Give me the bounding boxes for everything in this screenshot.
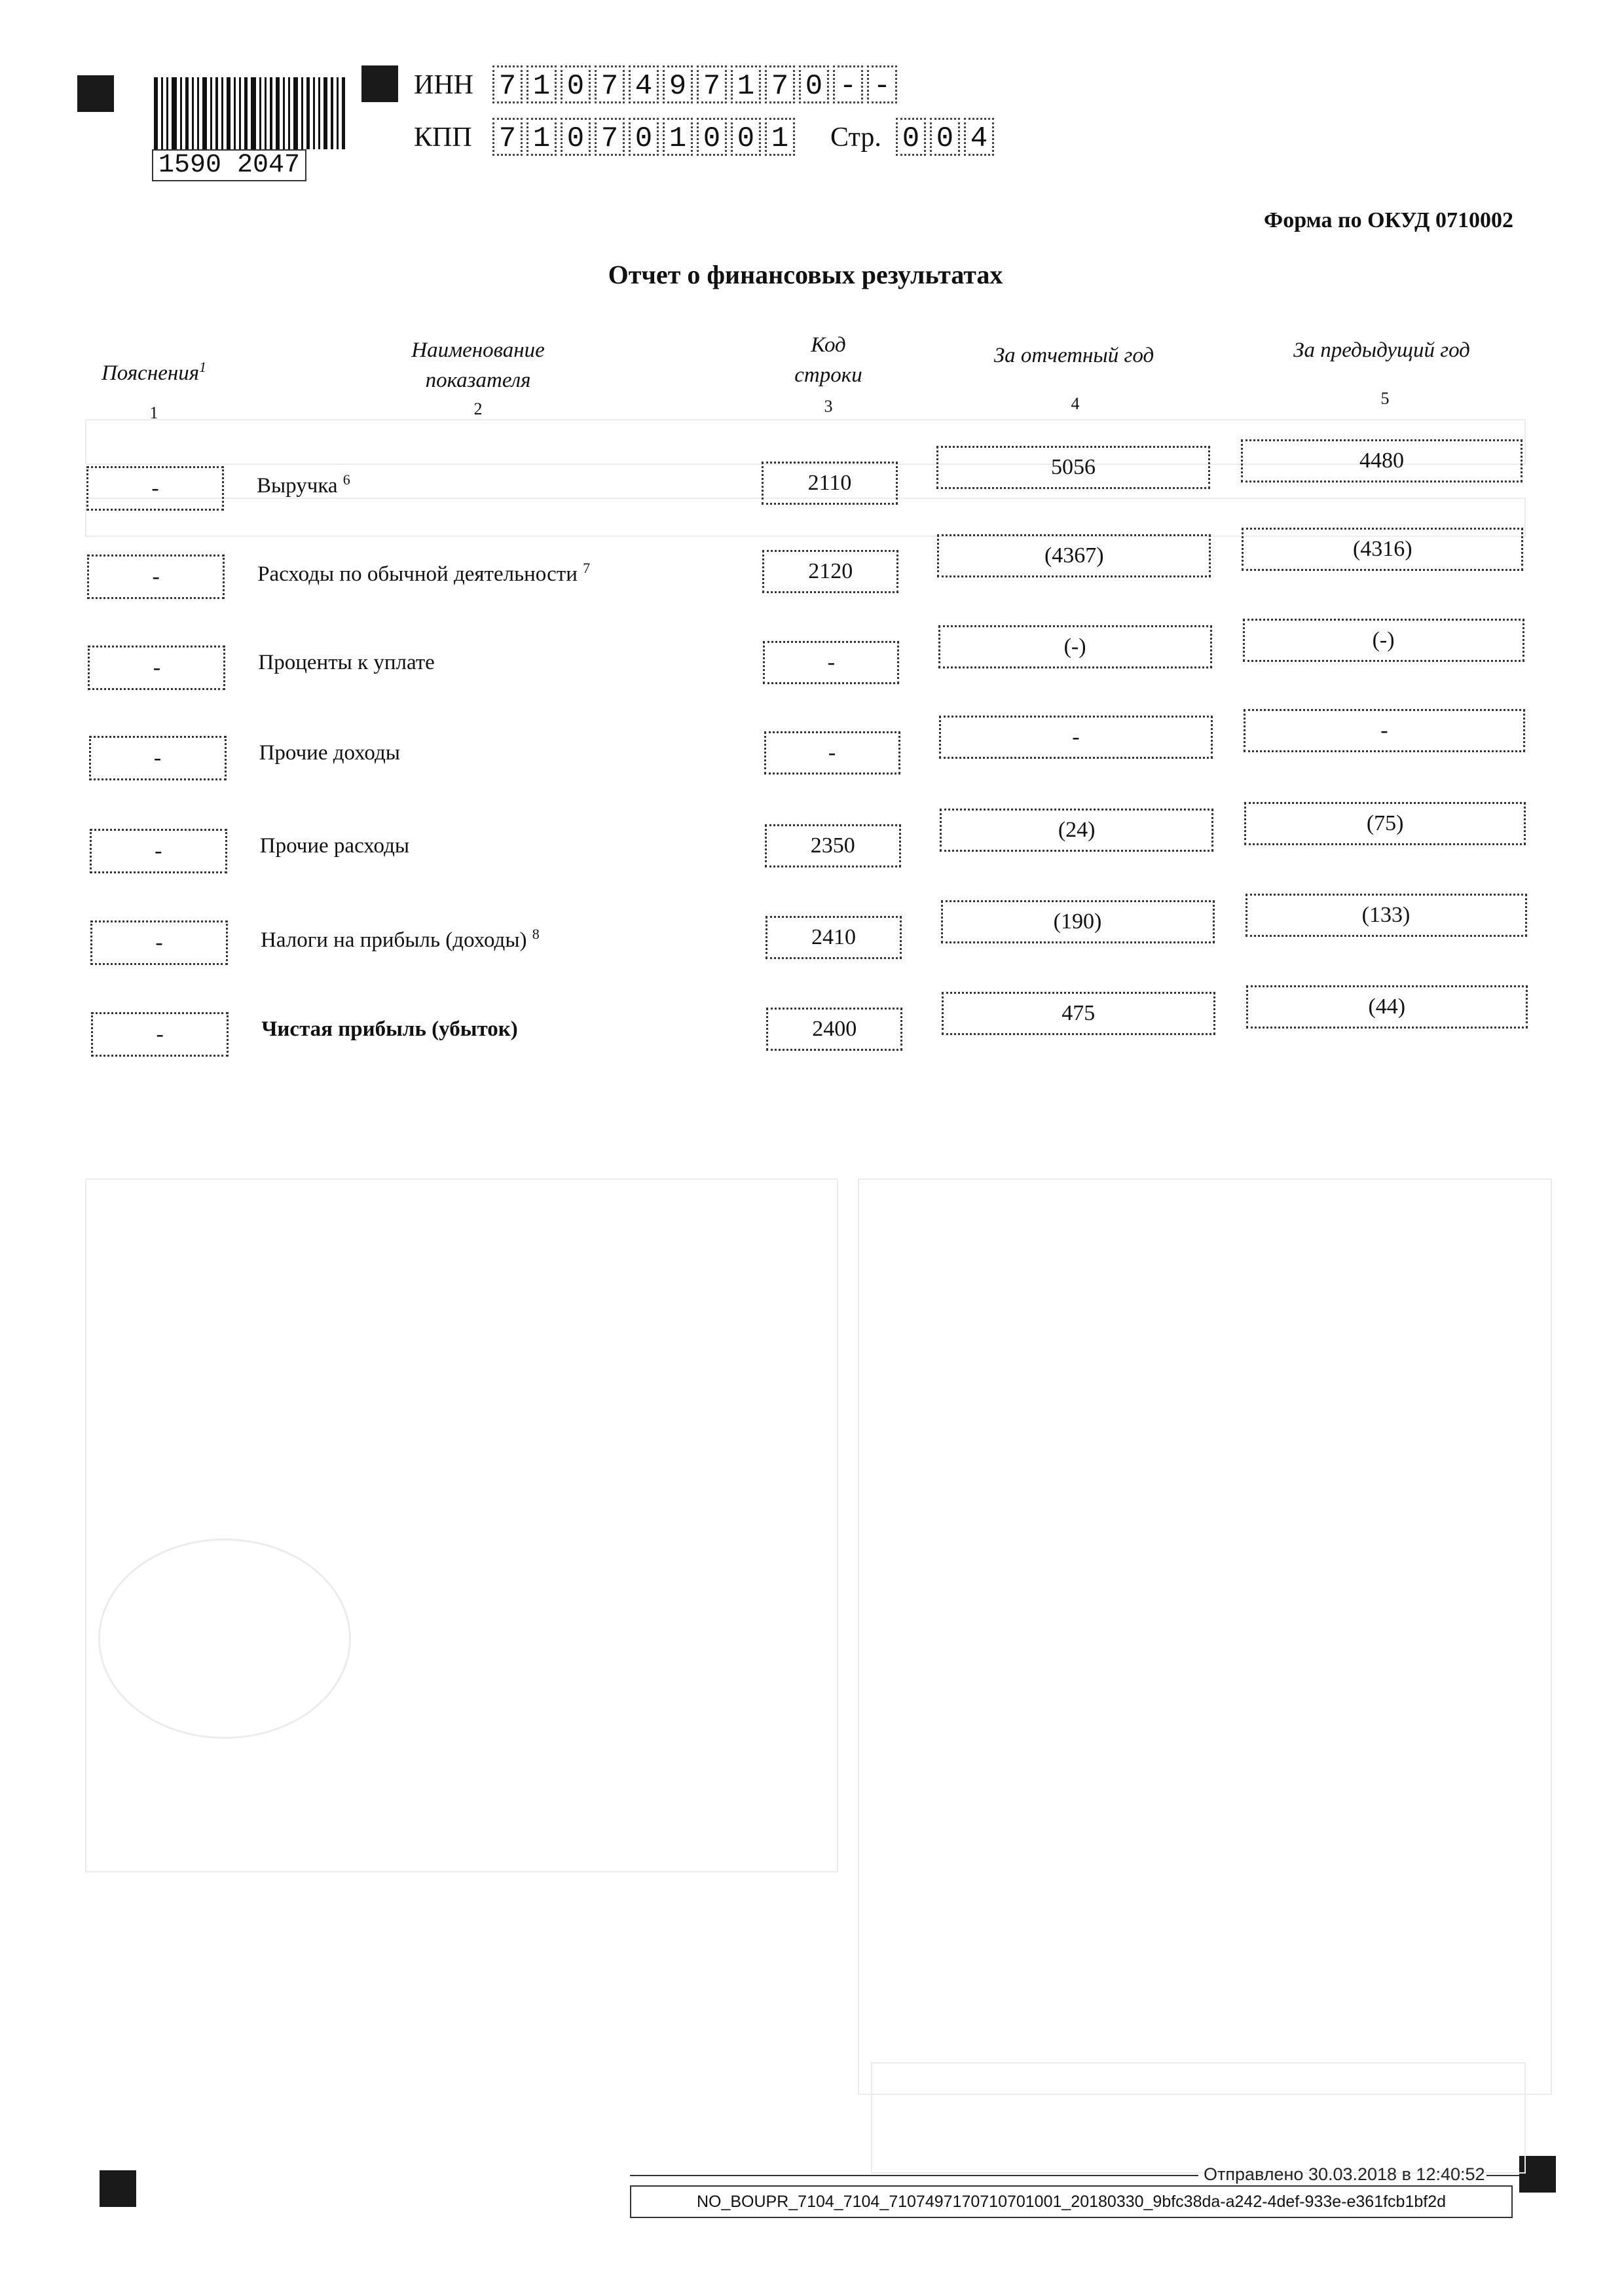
corner-marker-top-center	[361, 65, 398, 102]
row-current-value: (4367)	[937, 534, 1211, 577]
column-header-code: Код строки	[794, 333, 862, 387]
row-name-text: Чистая прибыль (убыток)	[261, 1017, 518, 1041]
row-name-text: Выручка	[257, 474, 338, 498]
kpp-digit-cell: 0	[731, 118, 761, 156]
inn-cells	[492, 65, 901, 103]
barcode-bar	[323, 77, 327, 149]
barcode-bar	[239, 77, 241, 149]
row-name-text: Прочие доходы	[259, 741, 400, 765]
barcode-bar	[318, 77, 320, 149]
sent-line-left	[630, 2175, 1198, 2176]
kpp-cells	[492, 118, 799, 156]
barcode-bar	[283, 77, 285, 149]
barcode-bar	[251, 77, 256, 149]
barcode	[154, 77, 348, 149]
row-previous-value: (44)	[1246, 985, 1528, 1029]
barcode-bar	[161, 77, 163, 149]
row-previous-value: (-)	[1243, 619, 1524, 662]
barcode-bar	[221, 77, 223, 149]
barcode-bar	[210, 77, 212, 149]
row-note-box: -	[90, 920, 228, 965]
row-code-box: -	[763, 641, 899, 684]
row-name-text: Проценты к уплате	[258, 651, 435, 674]
file-id: NO_BOUPR_7104_7104_7107497170710701001_20180330_9bfc38da-a242-4def-933e-e361fcb1bf2d	[630, 2185, 1513, 2218]
kpp-digit-cell: 0	[629, 118, 659, 156]
row-note-box: -	[87, 555, 225, 599]
barcode-bar	[293, 77, 298, 149]
inn-digit-cell: 0	[799, 65, 829, 103]
kpp-digit-cell: 1	[765, 118, 795, 156]
column-header-notes-sup: 1	[199, 359, 207, 375]
inn-digit-cell: -	[833, 65, 863, 103]
row-name	[259, 741, 400, 765]
barcode-bar	[276, 77, 280, 149]
column-header-name: Наименование показателя	[411, 338, 545, 392]
row-code-box: 2410	[766, 916, 902, 959]
kpp-digit-cell: 7	[595, 118, 625, 156]
barcode-bar	[166, 77, 168, 149]
row-note-box: -	[89, 736, 227, 780]
kpp-digit-cell: 1	[526, 118, 557, 156]
column-number: 2	[473, 399, 483, 418]
column-header-notes	[72, 352, 236, 388]
barcode-number: 1590 2047	[152, 149, 306, 181]
inn-digit-cell: 7	[697, 65, 727, 103]
row-footnote-sup: 8	[532, 926, 540, 942]
column-number: 4	[1071, 394, 1080, 413]
barcode-bar	[259, 77, 261, 149]
kpp-label: КПП	[414, 122, 472, 153]
row-previous-value: -	[1244, 709, 1525, 752]
barcode-bar	[244, 77, 248, 149]
row-name-text: Налоги на прибыль (доходы)	[261, 928, 527, 952]
bleed-through-stamp	[98, 1539, 351, 1739]
column-number: 5	[1380, 389, 1390, 408]
barcode-bar	[331, 77, 333, 149]
barcode-bar	[202, 77, 207, 149]
kpp-digit-cell: 7	[492, 118, 523, 156]
inn-digit-cell: 0	[561, 65, 591, 103]
column-header-current: За отчетный год	[993, 344, 1154, 367]
barcode-bar	[172, 77, 177, 149]
barcode-bar	[180, 77, 182, 149]
inn-digit-cell: 7	[492, 65, 523, 103]
inn-digit-cell: 7	[765, 65, 795, 103]
inn-digit-cell: 7	[595, 65, 625, 103]
column-header-previous: За предыдущий год	[1293, 338, 1470, 362]
row-previous-value: (75)	[1244, 802, 1526, 845]
row-footnote-sup: 6	[342, 471, 350, 488]
row-previous-value: (4316)	[1242, 528, 1523, 571]
row-current-value: 475	[942, 992, 1215, 1035]
barcode-bar	[342, 77, 345, 149]
inn-digit-cell: 9	[663, 65, 693, 103]
kpp-digit-cell: 0	[561, 118, 591, 156]
row-note-box: -	[91, 1012, 229, 1057]
row-code-box: 2110	[762, 462, 898, 505]
sent-timestamp: Отправлено 30.03.2018 в 12:40:52	[1204, 2164, 1485, 2184]
row-name	[260, 834, 409, 858]
row-code-box: 2400	[766, 1008, 902, 1051]
row-name	[257, 560, 590, 587]
page-label: Стр.	[830, 122, 881, 153]
barcode-bar	[215, 77, 218, 149]
barcode-bar	[265, 77, 267, 149]
barcode-bar	[227, 77, 231, 149]
report-title: Отчет о финансовых результатах	[608, 260, 1003, 289]
barcode-bar	[288, 77, 290, 149]
barcode-bar	[192, 77, 194, 149]
row-footnote-sup: 7	[583, 560, 591, 576]
bleed-through-box	[858, 1178, 1552, 2095]
barcode-bar	[337, 77, 339, 149]
column-header-notes-text: Пояснения	[101, 361, 200, 385]
row-code-box: 2350	[765, 824, 901, 867]
row-name	[258, 651, 434, 675]
row-current-value: (24)	[940, 809, 1213, 852]
row-code-box: -	[764, 731, 900, 774]
column-number: 1	[149, 403, 158, 422]
sent-line-right	[1486, 2175, 1519, 2176]
barcode-bar	[154, 77, 158, 149]
barcode-bar	[313, 77, 315, 149]
row-code-box: 2120	[762, 550, 898, 593]
inn-digit-cell: 1	[526, 65, 557, 103]
inn-label: ИНН	[414, 70, 473, 100]
form-code: Форма по ОКУД 0710002	[1264, 208, 1513, 232]
barcode-bar	[234, 77, 236, 149]
row-current-value: -	[939, 716, 1213, 759]
row-current-value: (190)	[941, 900, 1215, 943]
row-current-value: (-)	[938, 625, 1212, 668]
page-digit-cell: 4	[964, 118, 994, 156]
row-name-text: Прочие расходы	[259, 834, 410, 858]
inn-digit-cell: -	[867, 65, 897, 103]
row-note-box: -	[86, 466, 224, 511]
barcode-bar	[197, 77, 199, 149]
corner-marker-top-left	[77, 75, 114, 112]
row-note-box: -	[90, 829, 227, 873]
row-name	[261, 1017, 518, 1042]
row-previous-value: 4480	[1241, 439, 1522, 483]
row-name	[257, 471, 350, 498]
row-name-text: Расходы по обычной деятельности	[257, 562, 578, 586]
row-previous-value: (133)	[1246, 894, 1527, 937]
bleed-through-box	[871, 2062, 1526, 2174]
kpp-digit-cell: 0	[697, 118, 727, 156]
row-current-value: 5056	[936, 446, 1210, 489]
barcode-bar	[306, 77, 310, 149]
kpp-digit-cell: 1	[663, 118, 693, 156]
bleed-through-box	[85, 1178, 838, 1872]
barcode-bar	[270, 77, 272, 149]
column-number: 3	[824, 397, 833, 416]
page-cells	[896, 118, 998, 156]
barcode-bar	[301, 77, 303, 149]
inn-digit-cell: 4	[629, 65, 659, 103]
row-name	[261, 926, 540, 953]
row-note-box: -	[88, 646, 225, 690]
page-digit-cell: 0	[896, 118, 926, 156]
corner-marker-bottom-left	[100, 2170, 136, 2207]
inn-digit-cell: 1	[731, 65, 761, 103]
barcode-bar	[185, 77, 189, 149]
page-digit-cell: 0	[930, 118, 960, 156]
